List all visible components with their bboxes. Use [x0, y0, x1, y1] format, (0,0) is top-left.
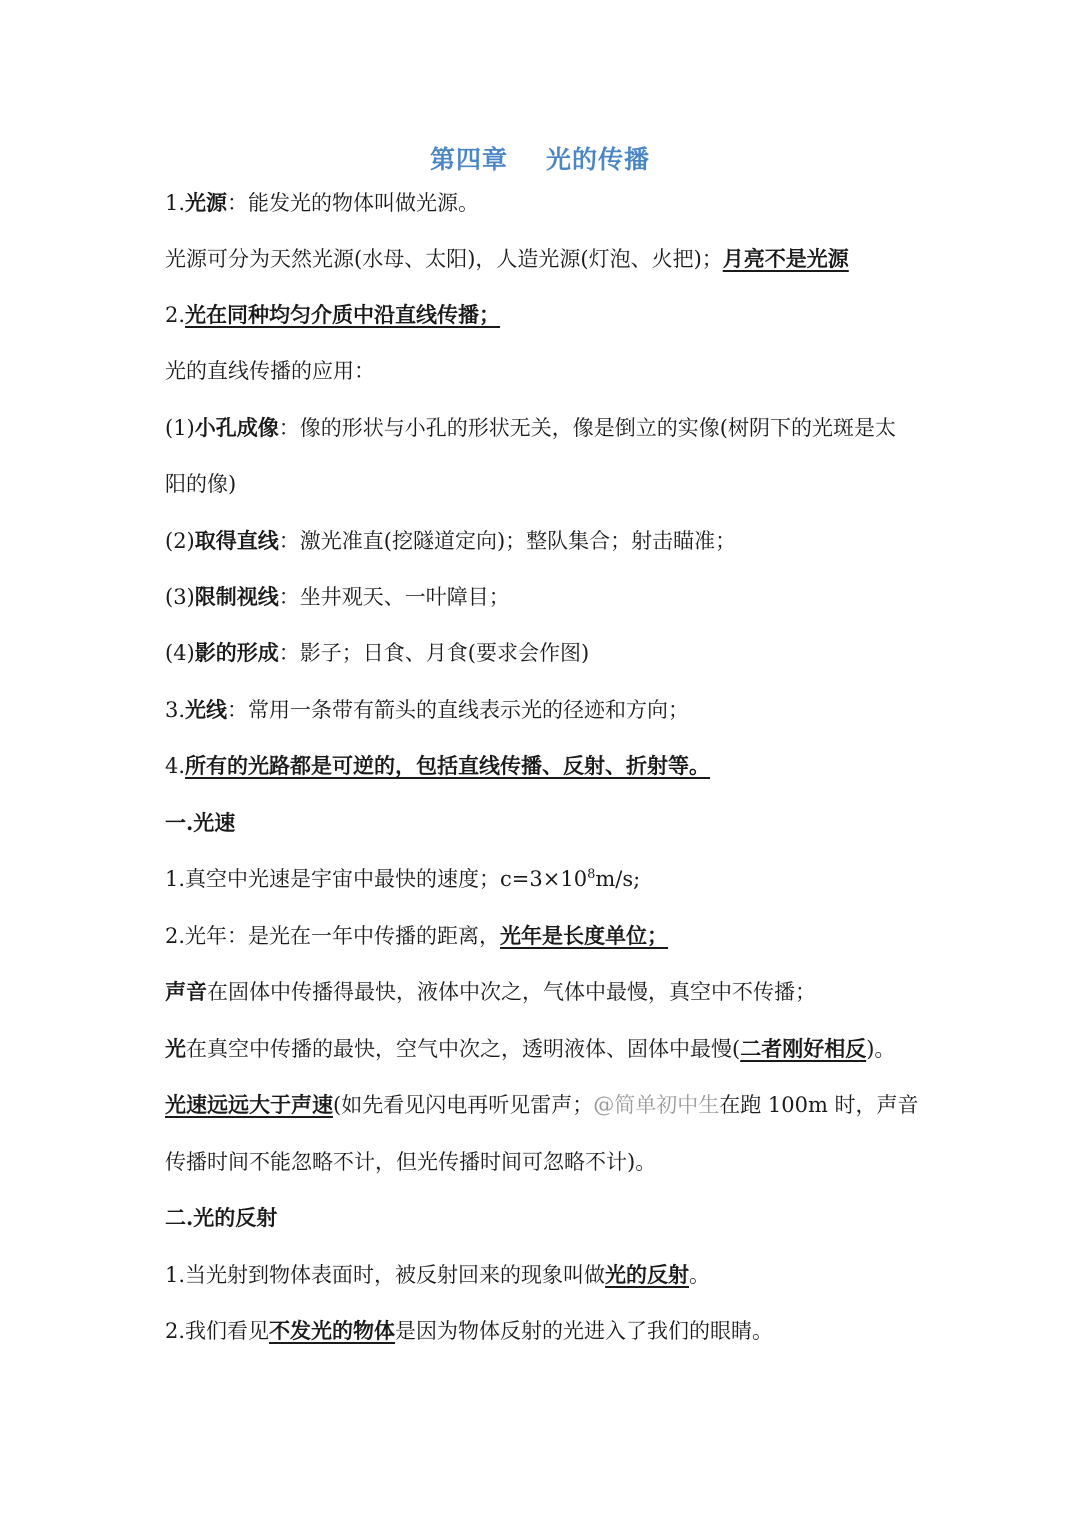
paragraph-straightness: (2)取得直线：激光准直(挖隧道定向)；整队集合；射击瞄准；	[165, 528, 737, 553]
paragraph-reversible: 4.所有的光路都是可逆的，包括直线传播、反射、折射等。	[165, 753, 711, 778]
watermark-text: @简单初中生	[593, 1093, 720, 1117]
paragraph-sound-speed: 声音在固体中传播得最快，液体中次之，气体中最慢，真空中不传播；	[165, 979, 816, 1004]
paragraph-speed-value: 1.真空中光速是宇宙中最快的速度；$c=3\times 10^8m/s$;	[165, 867, 641, 891]
paragraph-seeing-objects: 2.我们看见不发光的物体是因为物体反射的光进入了我们的眼睛。	[165, 1318, 774, 1343]
paragraph-light-media: 光在真空中传播的最快，空气中次之，透明液体、固体中最慢(二者刚好相反)。	[165, 1036, 896, 1061]
section-heading-reflection: 二.光的反射	[165, 1205, 278, 1230]
paragraph-light-vs-sound: 光速远远大于声速(如先看见闪电再听见雷声；@简单初中生在跑 100m 时，声音	[165, 1092, 919, 1117]
paragraph-straight-line: 2.光在同种均匀介质中沿直线传播；	[165, 302, 501, 327]
paragraph-source-types: 光源可分为天然光源(水母、太阳)，人造光源(灯泡、火把)；月亮不是光源	[165, 246, 849, 271]
paragraph-pinhole-cont: 阳的像)	[165, 472, 237, 496]
chapter-name: 光的传播	[546, 145, 651, 174]
chapter-title	[0, 140, 1080, 176]
paragraph-light-year: 2.光年：是光在一年中传播的距离，光年是长度单位；	[165, 923, 669, 948]
paragraph-shadow: (4)影的形成：影子；日食、月食(要求会作图)	[165, 640, 590, 665]
paragraph-applications: 光的直线传播的应用：	[165, 359, 375, 383]
paragraph-vision-limit: (3)限制视线：坐井观天、一叶障目；	[165, 584, 510, 609]
section-heading-light-speed: 一.光速	[165, 810, 236, 835]
paragraph-light-source: 1.光源：能发光的物体叫做光源。	[165, 190, 480, 215]
chapter-number: 第四章	[429, 145, 508, 174]
paragraph-pinhole: (1)小孔成像：像的形状与小孔的形状无关，像是倒立的实像(树阴下的光斑是太	[165, 415, 896, 440]
paragraph-light-vs-sound-cont: 传播时间不能忽略不计，但光传播时间可忽略不计)。	[165, 1150, 657, 1174]
paragraph-light-ray: 3.光线：常用一条带有箭头的直线表示光的径迹和方向；	[165, 697, 690, 722]
paragraph-reflection-def: 1.当光射到物体表面时，被反射回来的现象叫做光的反射。	[165, 1262, 711, 1287]
